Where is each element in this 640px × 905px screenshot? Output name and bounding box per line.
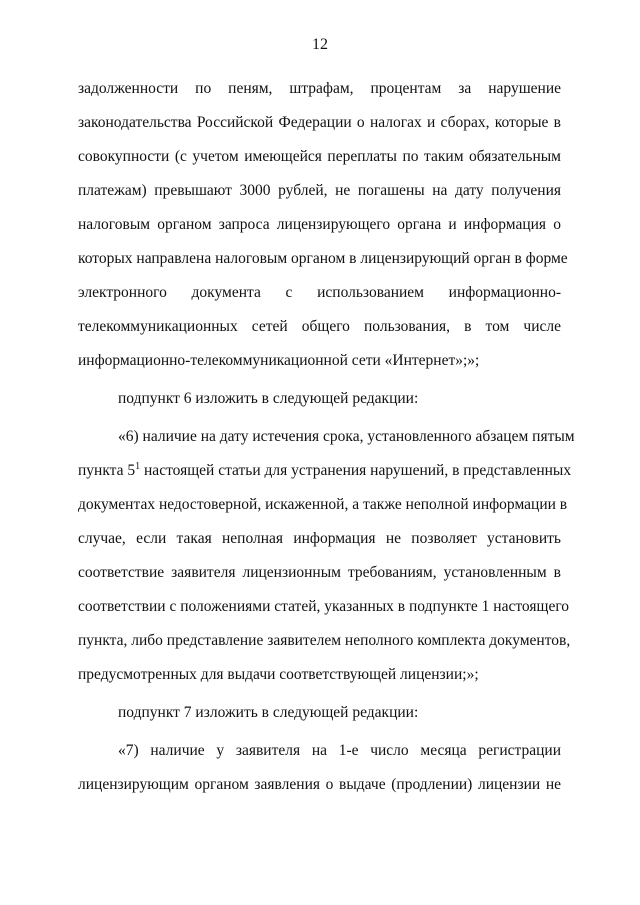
text-line: которых направлена налоговым органом в лицензирующий орган в форме <box>78 250 568 267</box>
text-line: электронного документа с использованием информационно- <box>78 284 561 301</box>
paragraph-heading: подпункт 6 изложить в следующей редакции: <box>118 390 419 407</box>
text-line: соответствие заявителя лицензионным требованиям, установленным в <box>78 564 561 581</box>
text-line: задолженности по пеням, штрафам, процентам за нарушение <box>78 80 561 97</box>
text-line-with-superscript <box>78 461 572 480</box>
text-line: лицензирующим органом заявления о выдаче (продлении) лицензии не <box>78 776 561 793</box>
text-line: соответствии с положениями статей, указанных в подпункте 1 настоящего <box>78 598 570 615</box>
text-line: совокупности (с учетом имеющейся переплаты по таким обязательным <box>78 148 561 165</box>
text-line: документах недостоверной, искаженной, а также неполной информации в <box>78 496 568 513</box>
superscript: 1 <box>135 461 141 472</box>
text-line: случае, если такая неполная информация не позволяет установить <box>78 530 561 547</box>
text-line: «7) наличие у заявителя на 1-е число месяца регистрации <box>118 742 561 759</box>
text-line: телекоммуникационных сетей общего пользования, в том числе <box>78 318 561 335</box>
text-fragment: пункта 5 <box>78 462 136 479</box>
text-line: налоговым органом запроса лицензирующего органа и информация о <box>78 216 561 233</box>
text-line: информационно-телекоммуникационной сети «Интернет»;»; <box>78 352 480 369</box>
text-line: «6) наличие на дату истечения срока, установленного абзацем пятым <box>118 428 575 445</box>
text-line: пункта, либо представление заявителем неполного комплекта документов, <box>78 632 571 649</box>
text-line: платежам) превышают 3000 рублей, не погашены на дату получения <box>78 182 561 199</box>
text-fragment: настоящей статьи для устранения нарушений, в представленных <box>140 462 572 479</box>
paragraph-heading: подпункт 7 изложить в следующей редакции: <box>118 704 419 721</box>
text-line: предусмотренных для выдачи соответствующей лицензии;»; <box>78 666 479 683</box>
text-line: законодательства Российской Федерации о налогах и сборах, которые в <box>78 114 561 131</box>
page-number: 12 <box>312 36 328 53</box>
